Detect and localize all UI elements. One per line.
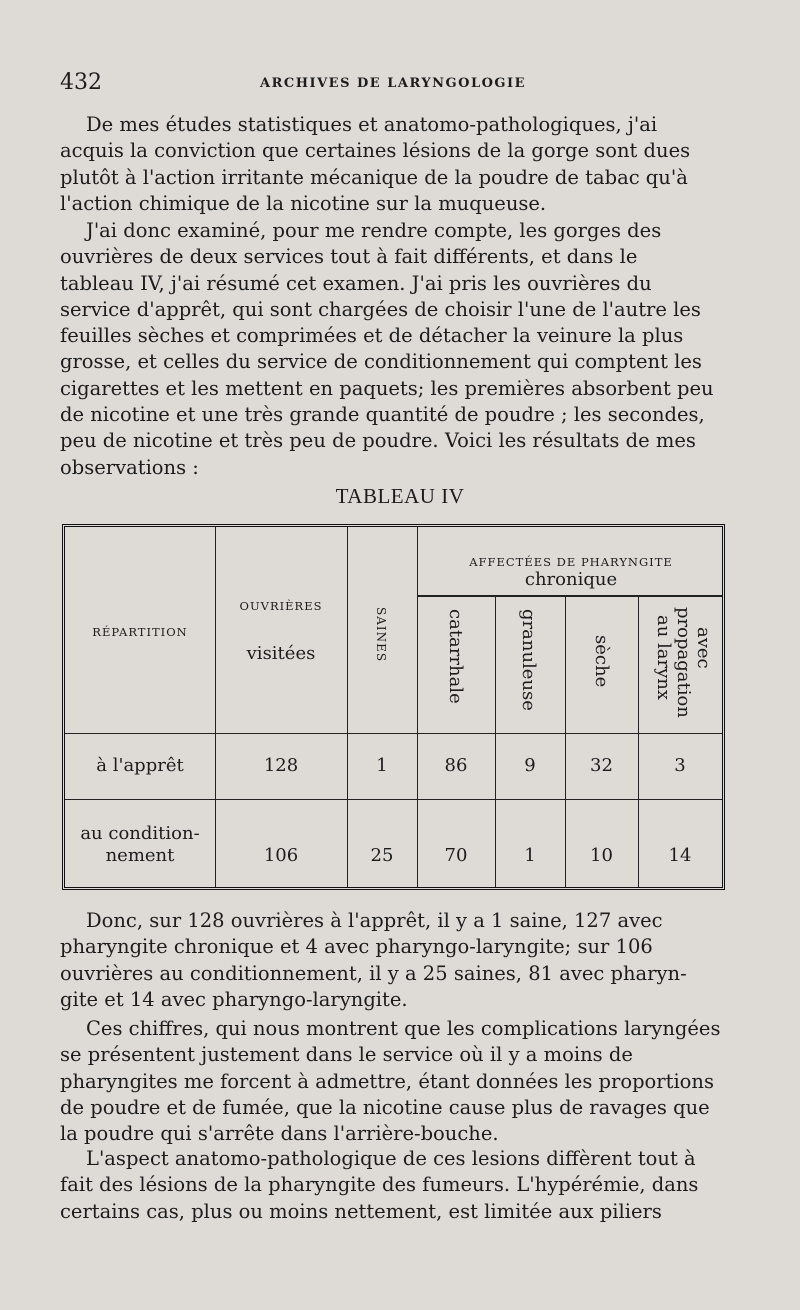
text-line: grosse, et celles du service de conditionnement qui comptent les <box>60 350 702 374</box>
text-line: tableau IV, j'ai résumé cet examen. J'ai pris les ouvrières du <box>60 271 652 295</box>
paragraph-4 <box>60 1016 732 1147</box>
row-rule <box>65 799 722 800</box>
text-line: acquis la conviction que certaines lésions de la gorge sont dues <box>60 139 691 163</box>
header-saines: SAINES <box>374 607 388 663</box>
paragraph-2 <box>60 218 732 481</box>
column-divider <box>495 595 496 887</box>
cell-avec: 14 <box>668 845 692 866</box>
cell-saines: 25 <box>370 845 394 866</box>
column-divider <box>347 527 348 887</box>
column-divider <box>215 527 216 887</box>
text-line: service d'apprêt, qui sont chargées de choisir l'une de l'autre les <box>60 297 701 321</box>
header-repartition: RÉPARTITION <box>92 625 188 639</box>
text-line: de nicotine et une très grande quantité de poudre ; les secondes, <box>60 403 705 427</box>
page-number: 432 <box>60 70 102 95</box>
header-catarrhale: catarrhale <box>445 609 466 704</box>
text-line: peu de nicotine et très peu de poudre. Voici les résultats de mes <box>60 429 696 453</box>
text-line: L'aspect anatomo-pathologique de ces lesions diffèrent tout à <box>86 1147 696 1170</box>
column-divider <box>638 595 639 887</box>
header-avec: avec <box>693 627 714 669</box>
text-line: pharyngite chronique et 4 avec pharyngo-laryngite; sur 106 <box>60 935 653 959</box>
header-affectees: AFFECTÉES DE PHARYNGITE <box>469 555 673 569</box>
page-header <box>60 70 730 100</box>
header-chronique: chronique <box>524 569 618 590</box>
text-line: certains cas, plus ou moins nettement, est limitée aux piliers <box>60 1199 662 1223</box>
cell-catarrhale: 70 <box>444 845 468 866</box>
text-line: J'ai donc examiné, pour me rendre compte, les gorges des <box>86 219 662 242</box>
running-title: ARCHIVES DE LARYNGOLOGIE <box>260 76 526 91</box>
text-line: la poudre qui s'arrête dans l'arrière-bouche. <box>60 1122 499 1146</box>
column-divider <box>565 595 566 887</box>
row-label: au condition- <box>80 823 200 844</box>
text-line: de poudre et de fumée, que la nicotine cause plus de ravages que <box>60 1095 710 1119</box>
header-granuleuse: granuleuse <box>518 609 539 711</box>
header-au-larynx: au larynx <box>653 615 674 701</box>
cell-seche: 10 <box>590 845 613 866</box>
header-seche: sèche <box>591 635 612 688</box>
group-rule <box>417 595 722 597</box>
header-rule <box>65 733 722 734</box>
text-line: feuilles sèches et comprimées et de détacher la veinure la plus <box>60 324 684 348</box>
text-line: l'action chimique de la nicotine sur la muqueuse. <box>60 191 547 215</box>
text-line: ouvrières de deux services tout à fait différents, et dans le <box>60 245 638 269</box>
text-line: se présentent justement dans le service où il y a moins de <box>60 1043 633 1067</box>
text-line: Donc, sur 128 ouvrières à l'apprêt, il y a 1 saine, 127 avec <box>86 909 663 932</box>
cell-granuleuse: 1 <box>524 845 536 866</box>
text-line: Ces chiffres, qui nous montrent que les complications laryngées <box>86 1017 721 1040</box>
table-title: TABLEAU IV <box>335 484 465 508</box>
paragraph-3 <box>60 908 732 1013</box>
text-line: cigarettes et les mettent en paquets; les premières absorbent peu <box>60 376 714 400</box>
row-label-continued: nement <box>105 845 175 866</box>
paragraph-5 <box>60 1146 732 1225</box>
text-line: De mes études statistiques et anatomo-pathologiques, j'ai <box>86 113 658 136</box>
cell-granuleuse: 9 <box>524 755 536 776</box>
cell-seche: 32 <box>590 755 613 776</box>
row-label: à l'apprêt <box>96 755 184 776</box>
cell-avec: 3 <box>674 755 686 776</box>
header-propagation: propagation <box>673 607 694 718</box>
text-line: fait des lésions de la pharyngite des fumeurs. L'hypérémie, dans <box>60 1173 699 1197</box>
cell-catarrhale: 86 <box>444 755 468 776</box>
header-ouvrieres: OUVRIÈRES <box>239 599 323 613</box>
text-line: pharyngites me forcent à admettre, étant données les proportions <box>60 1069 714 1093</box>
header-visitees: visitées <box>246 643 316 664</box>
paragraph-1 <box>60 112 732 217</box>
text-line: observations : <box>60 455 199 479</box>
cell-visitees: 106 <box>263 845 299 866</box>
text-line: plutôt à l'action irritante mécanique de la poudre de tabac qu'à <box>60 165 688 189</box>
cell-visitees: 128 <box>263 755 299 776</box>
data-table <box>62 524 725 890</box>
text-line: ouvrières au conditionnement, il y a 25 saines, 81 avec pharyn- <box>60 961 687 985</box>
cell-saines: 1 <box>376 755 388 776</box>
text-line: gite et 14 avec pharyngo-laryngite. <box>60 987 408 1011</box>
